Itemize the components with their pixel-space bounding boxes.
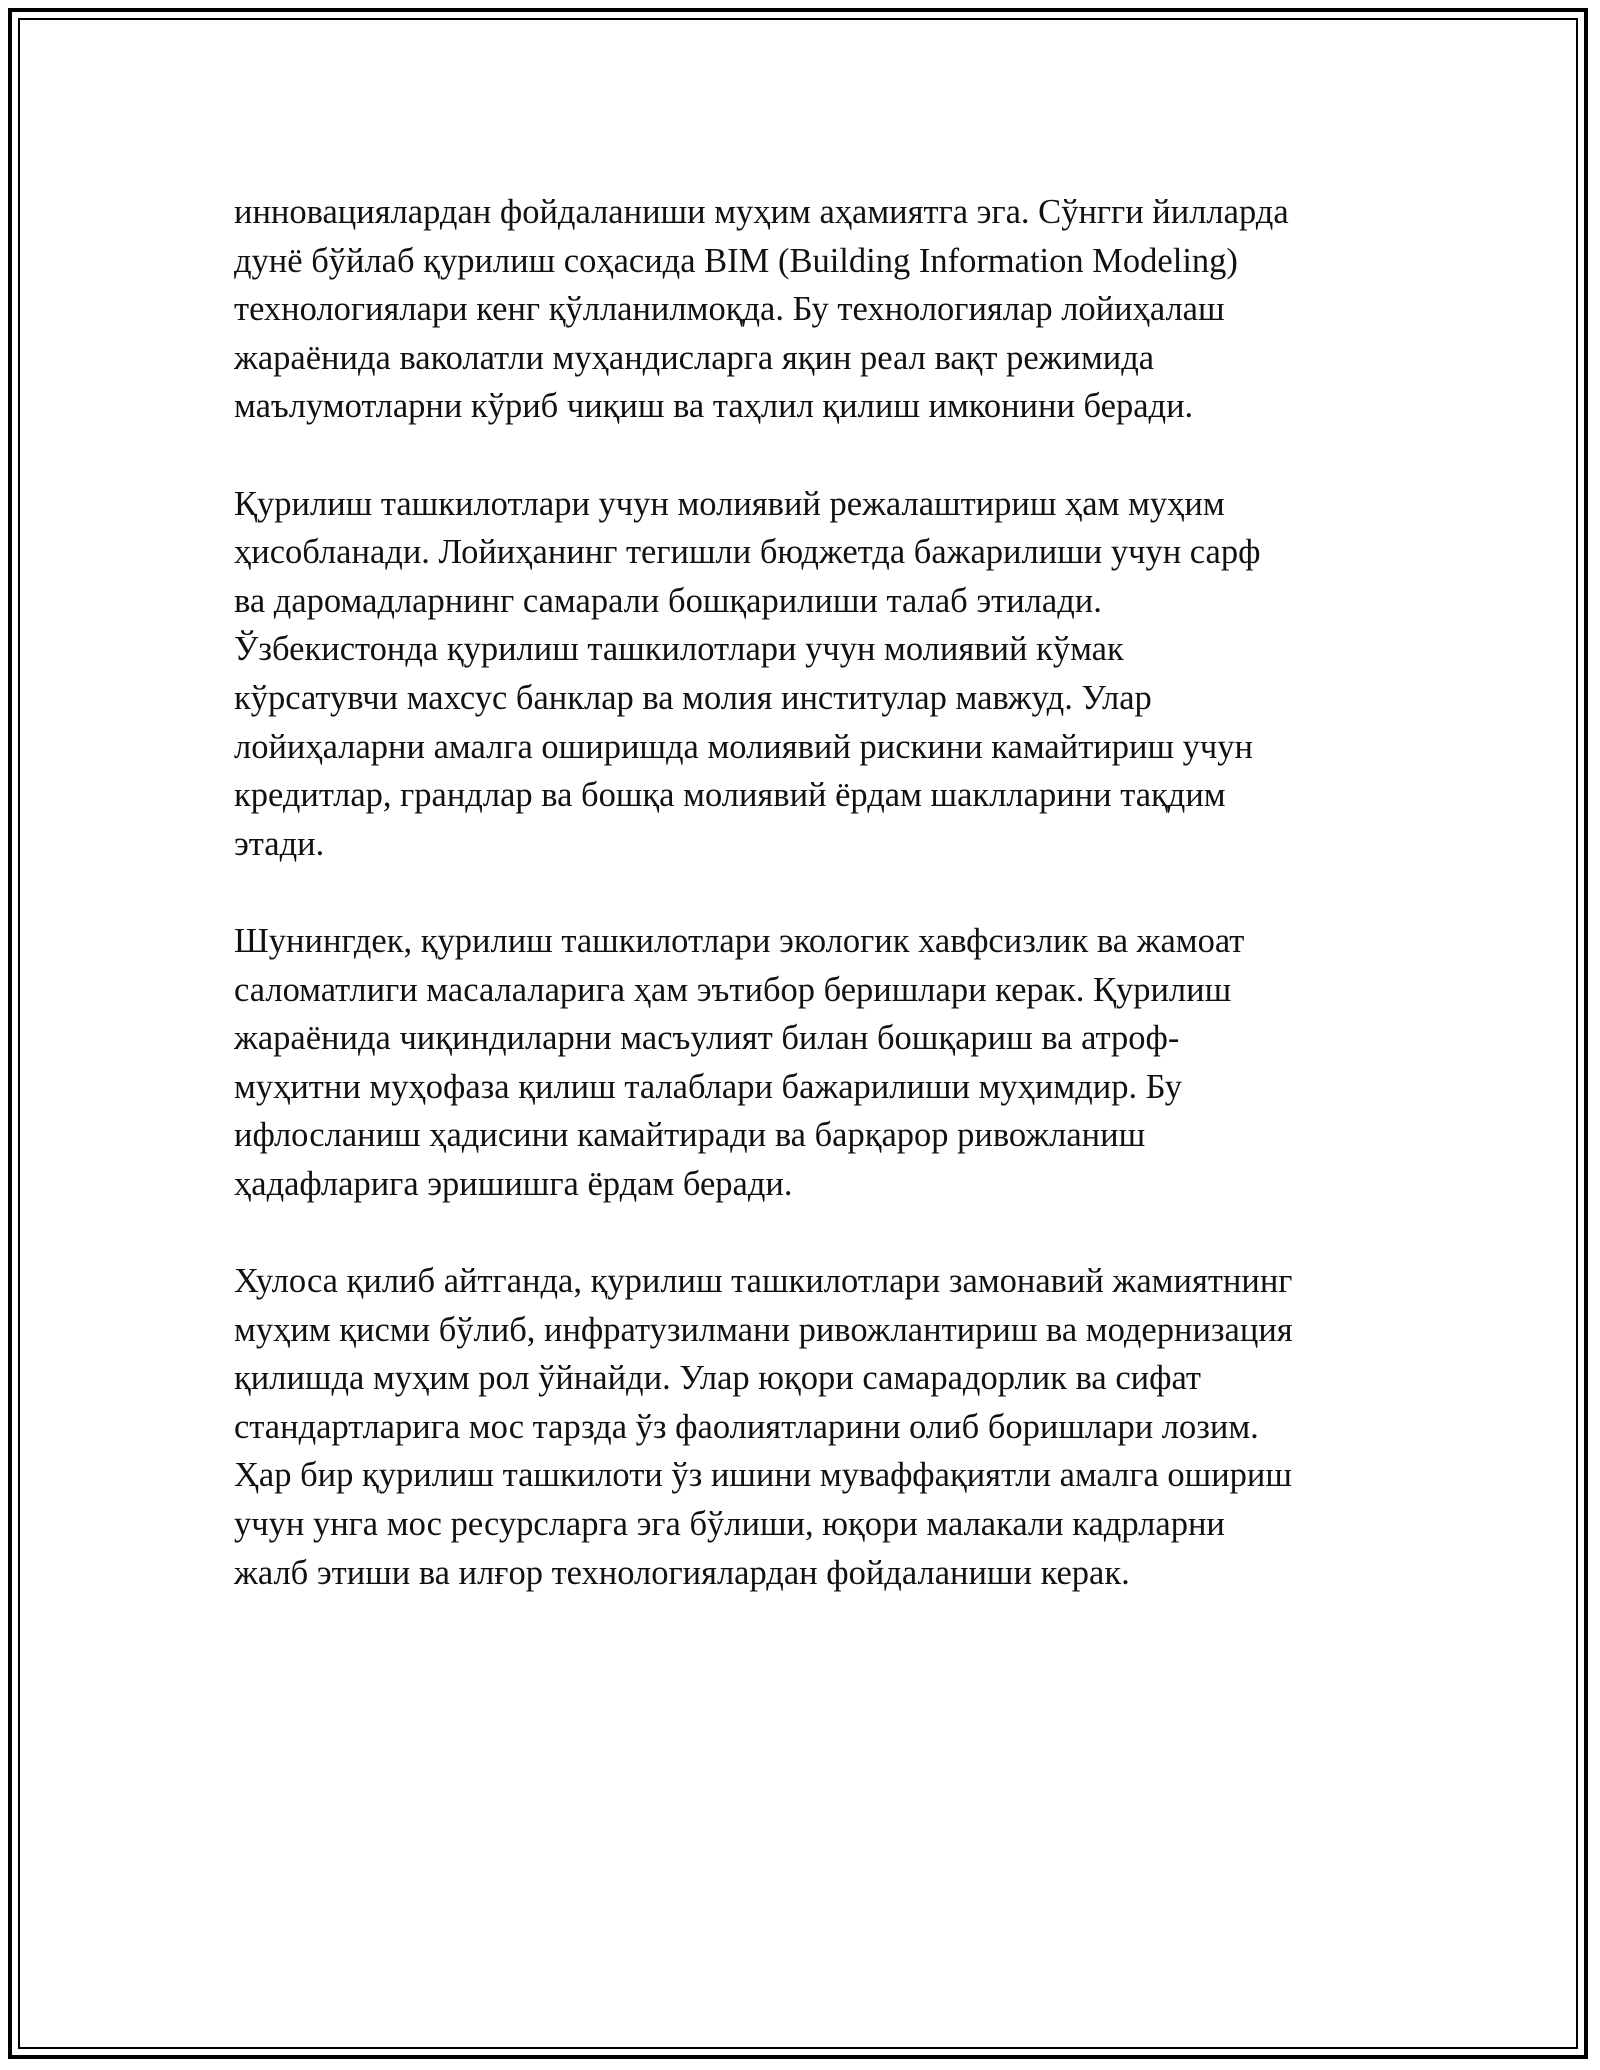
text-line: кредитлар, грандлар ва бошқа молиявий ёрдам шаклларини тақдим <box>234 776 1226 815</box>
paragraph-conclusion <box>234 1257 1374 1597</box>
document-body <box>234 188 1374 1597</box>
text-line: қилишда муҳим рол ўйнайди. Улар юқори самарадорлик ва сифат <box>234 1359 1201 1398</box>
text-line: ва даромадларнинг самарали бошқарилиши талаб этилади. <box>234 581 1102 620</box>
text-line: кўрсатувчи махсус банклар ва молия институлар мавжуд. Улар <box>234 678 1152 717</box>
text-line: жараёнида ваколатли муҳандисларга яқин реал вақт режимида <box>234 338 1155 377</box>
text-line: дунё бўйлаб қурилиш соҳасида BIM (Building Information Modeling) <box>234 241 1238 280</box>
paragraph-spacer <box>234 868 1374 917</box>
paragraph-ecology <box>234 917 1374 1209</box>
text-line: муҳим қисми бўлиб, инфратузилмани ривожлантириш ва модернизация <box>234 1310 1293 1349</box>
text-line: жараёнида чиқиндиларни масъулият билан бошқариш ва атроф- <box>234 1019 1180 1058</box>
text-line: Шунингдек, қурилиш ташкилотлари экологик хавфсизлик ва жамоат <box>234 921 1245 960</box>
text-line: ҳисобланади. Лойиҳанинг тегишли бюджетда бажарилиши учун сарф <box>234 533 1261 572</box>
text-line: саломатлиги масалаларига ҳам эътибор беришлари керак. Қурилиш <box>234 970 1232 1009</box>
text-line: маълумотларни кўриб чиқиш ва таҳлил қилиш имконини беради. <box>234 387 1194 426</box>
text-line: муҳитни муҳофаза қилиш талаблари бажарилиши муҳимдир. Бу <box>234 1067 1182 1106</box>
text-line: инновациялардан фойдаланиши муҳим аҳамиятга эга. Сўнгги йилларда <box>234 193 1289 231</box>
text-line: ифлосланиш ҳадисини камайтиради ва барқарор ривожланиш <box>234 1116 1146 1155</box>
text-line: лойиҳаларни амалга оширишда молиявий рискини камайтириш учун <box>234 727 1253 766</box>
text-line: Ўзбекистонда қурилиш ташкилотлари учун молиявий кўмак <box>234 630 1124 669</box>
paragraph-finance <box>234 480 1374 869</box>
text-line: стандартларига мос тарзда ўз фаолиятларини олиб боришлари лозим. <box>234 1407 1259 1446</box>
text-line: этади. <box>234 824 325 863</box>
text-line: Қурилиш ташкилотлари учун молиявий режалаштириш ҳам муҳим <box>234 484 1225 523</box>
text-line: Хулоса қилиб айтганда, қурилиш ташкилотлари замонавий жамиятнинг <box>234 1262 1293 1301</box>
text-line: технологиялари кенг қўлланилмоқда. Бу технологиялар лойиҳалаш <box>234 290 1225 329</box>
text-line: жалб этиши ва илғор технологиялардан фойдаланиши керак. <box>234 1553 1130 1592</box>
paragraph-spacer <box>234 431 1374 480</box>
text-line: Ҳар бир қурилиш ташкилоти ўз ишини муваффақиятли амалга ошириш <box>234 1456 1292 1495</box>
text-line: ҳадафларига эришишга ёрдам беради. <box>234 1164 793 1203</box>
paragraph-bim <box>234 188 1374 431</box>
text-line: учун унга мос ресурсларга эга бўлиши, юқори малакали кадрларни <box>234 1505 1225 1544</box>
paragraph-spacer <box>234 1208 1374 1257</box>
